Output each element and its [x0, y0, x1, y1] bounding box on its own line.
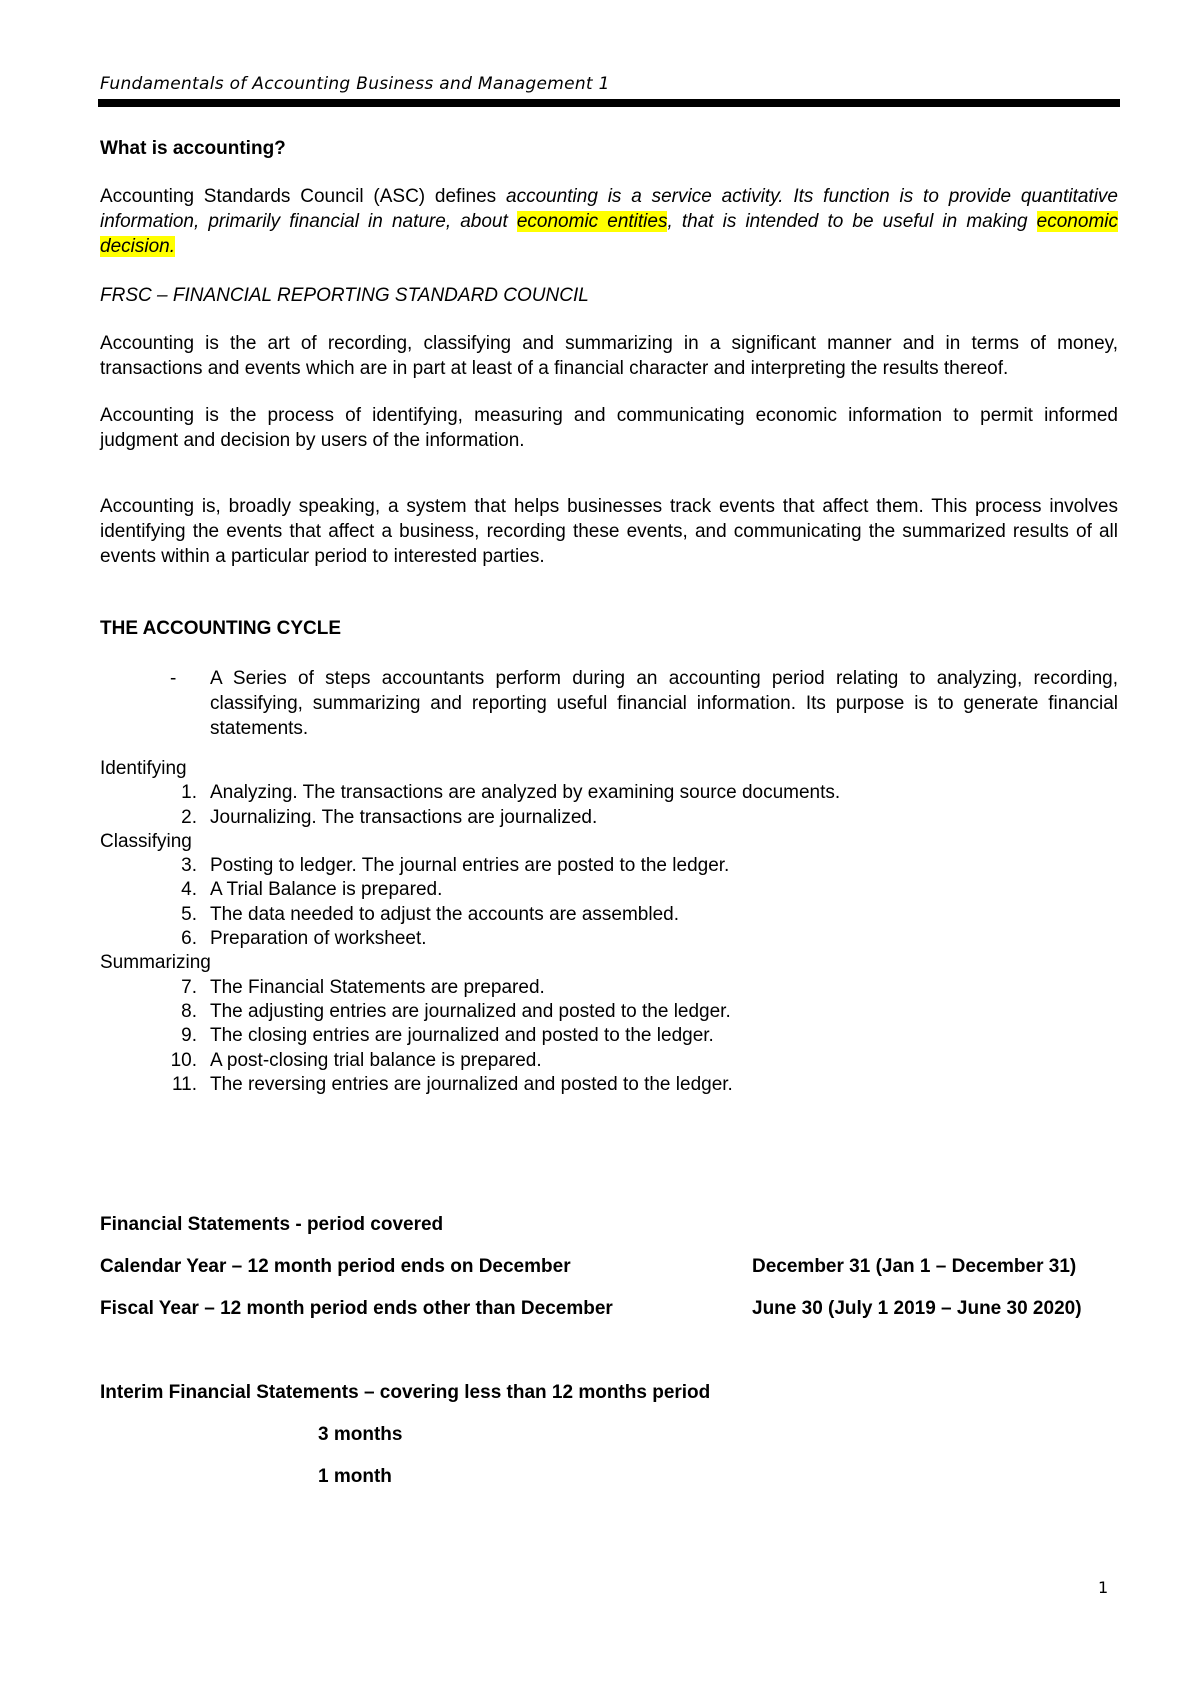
header-rule [98, 99, 1120, 107]
asc-definition-paragraph [100, 184, 1118, 259]
cycle-step-text: Preparation of worksheet. [210, 928, 427, 950]
cycle-definition-item [100, 666, 1118, 741]
fiscal-year-period: June 30 (July 1 2019 – June 30 2020) [752, 1298, 1082, 1319]
definition-paragraph-3: Accounting is, broadly speaking, a system that helps businesses track events that affect them. This process involves identifying the events that affect a business, recording these events, and communicating the summarized results of all events within a particular period to interested parties. [100, 496, 1118, 567]
cycle-step-text: The reversing entries are journalized and posted to the ledger. [210, 1073, 733, 1095]
cycle-step [100, 854, 840, 878]
cycle-step-text: The adjusting entries are journalized and posted to the ledger. [210, 1000, 731, 1022]
cycle-step [100, 927, 840, 951]
cycle-step-text: A post-closing trial balance is prepared. [210, 1049, 542, 1071]
asc-italic-text-2: , that is intended to be useful in making [667, 211, 1037, 232]
cycle-step-text: Journalizing. The transactions are journalized. [210, 806, 598, 828]
cycle-step-number: 5. [181, 903, 197, 925]
cycle-step-text: Posting to ledger. The journal entries are posted to the ledger. [210, 855, 730, 877]
cycle-step-number: 3. [181, 855, 197, 877]
interim-period-1-month: 1 month [318, 1466, 392, 1487]
cycle-step-text: The closing entries are journalized and posted to the ledger. [210, 1025, 714, 1047]
cycle-step-text: The data needed to adjust the accounts are assembled. [210, 903, 679, 925]
accounting-cycle-steps [100, 757, 840, 1097]
cycle-step-text: Analyzing. The transactions are analyzed by examining source documents. [210, 782, 841, 804]
cycle-group-label: Identifying [100, 758, 187, 779]
financial-statements-heading: Financial Statements - period covered [100, 1214, 444, 1235]
interim-statements-heading: Interim Financial Statements – covering less than 12 months period [100, 1382, 711, 1403]
cycle-step [100, 903, 840, 927]
asc-prefix-text: Accounting Standards Council (ASC) defines [100, 186, 506, 207]
cycle-step-number: 6. [181, 928, 197, 950]
interim-period-3-months: 3 months [318, 1424, 403, 1445]
highlight-economic-entities: economic entities [516, 211, 668, 232]
cycle-step-text: A Trial Balance is prepared. [210, 879, 443, 901]
cycle-group-label: Summarizing [100, 952, 211, 974]
definition-paragraph-1: Accounting is the art of recording, classifying and summarizing in a significant manner and in terms of money, transactions and events which are in part at least of a financial character and interpreting the results thereof. [100, 333, 1118, 379]
cycle-step-number: 9. [181, 1025, 197, 1047]
fiscal-year-label: Fiscal Year – 12 month period ends other than December [100, 1298, 613, 1319]
cycle-step-number: 4. [181, 879, 197, 901]
calendar-year-row [100, 1256, 1118, 1278]
cycle-group-label: Classifying [100, 830, 192, 852]
cycle-step [100, 1024, 840, 1048]
cycle-step-text: The Financial Statements are prepared. [210, 976, 545, 998]
calendar-year-label: Calendar Year – 12 month period ends on December [100, 1256, 571, 1277]
cycle-step-number: 1. [181, 782, 197, 804]
cycle-step [100, 1000, 840, 1024]
cycle-step [100, 781, 840, 805]
calendar-year-period: December 31 (Jan 1 – December 31) [752, 1256, 1077, 1277]
page-number: 1 [1098, 1578, 1109, 1597]
cycle-step [100, 878, 840, 902]
cycle-step [100, 976, 840, 1000]
frsc-line: FRSC – FINANCIAL REPORTING STANDARD COUNCIL [100, 285, 589, 306]
section-heading-accounting-cycle: THE ACCOUNTING CYCLE [100, 618, 342, 639]
highlight-economic-decision: economic decision. [100, 211, 1118, 257]
fiscal-year-row [100, 1298, 1118, 1320]
running-header-title: Fundamentals of Accounting Business and Management 1 [100, 74, 610, 94]
cycle-step-number: 11. [171, 1073, 197, 1095]
section-heading-what-is-accounting: What is accounting? [100, 138, 286, 159]
asc-italic-text-1: accounting is a service activity. Its function is to provide quantitative information, primarily financial in nature, about [100, 186, 1119, 232]
cycle-step [100, 806, 840, 830]
cycle-step-number: 7. [181, 976, 197, 998]
definition-paragraph-2: Accounting is the process of identifying, measuring and communicating economic information to permit informed judgment and decision by users of the information. [100, 405, 1118, 451]
cycle-step [100, 1049, 840, 1073]
cycle-step-number: 10. [170, 1049, 197, 1071]
cycle-definition-text: A Series of steps accountants perform during an accounting period relating to analyzing, recording, classifying, summarizing and reporting useful financial information. Its purpose is to generate financial statements. [210, 668, 1118, 739]
cycle-step-number: 2. [181, 806, 197, 828]
cycle-step [100, 1073, 840, 1097]
dash-bullet: - [170, 668, 177, 689]
cycle-step-number: 8. [181, 1000, 197, 1022]
